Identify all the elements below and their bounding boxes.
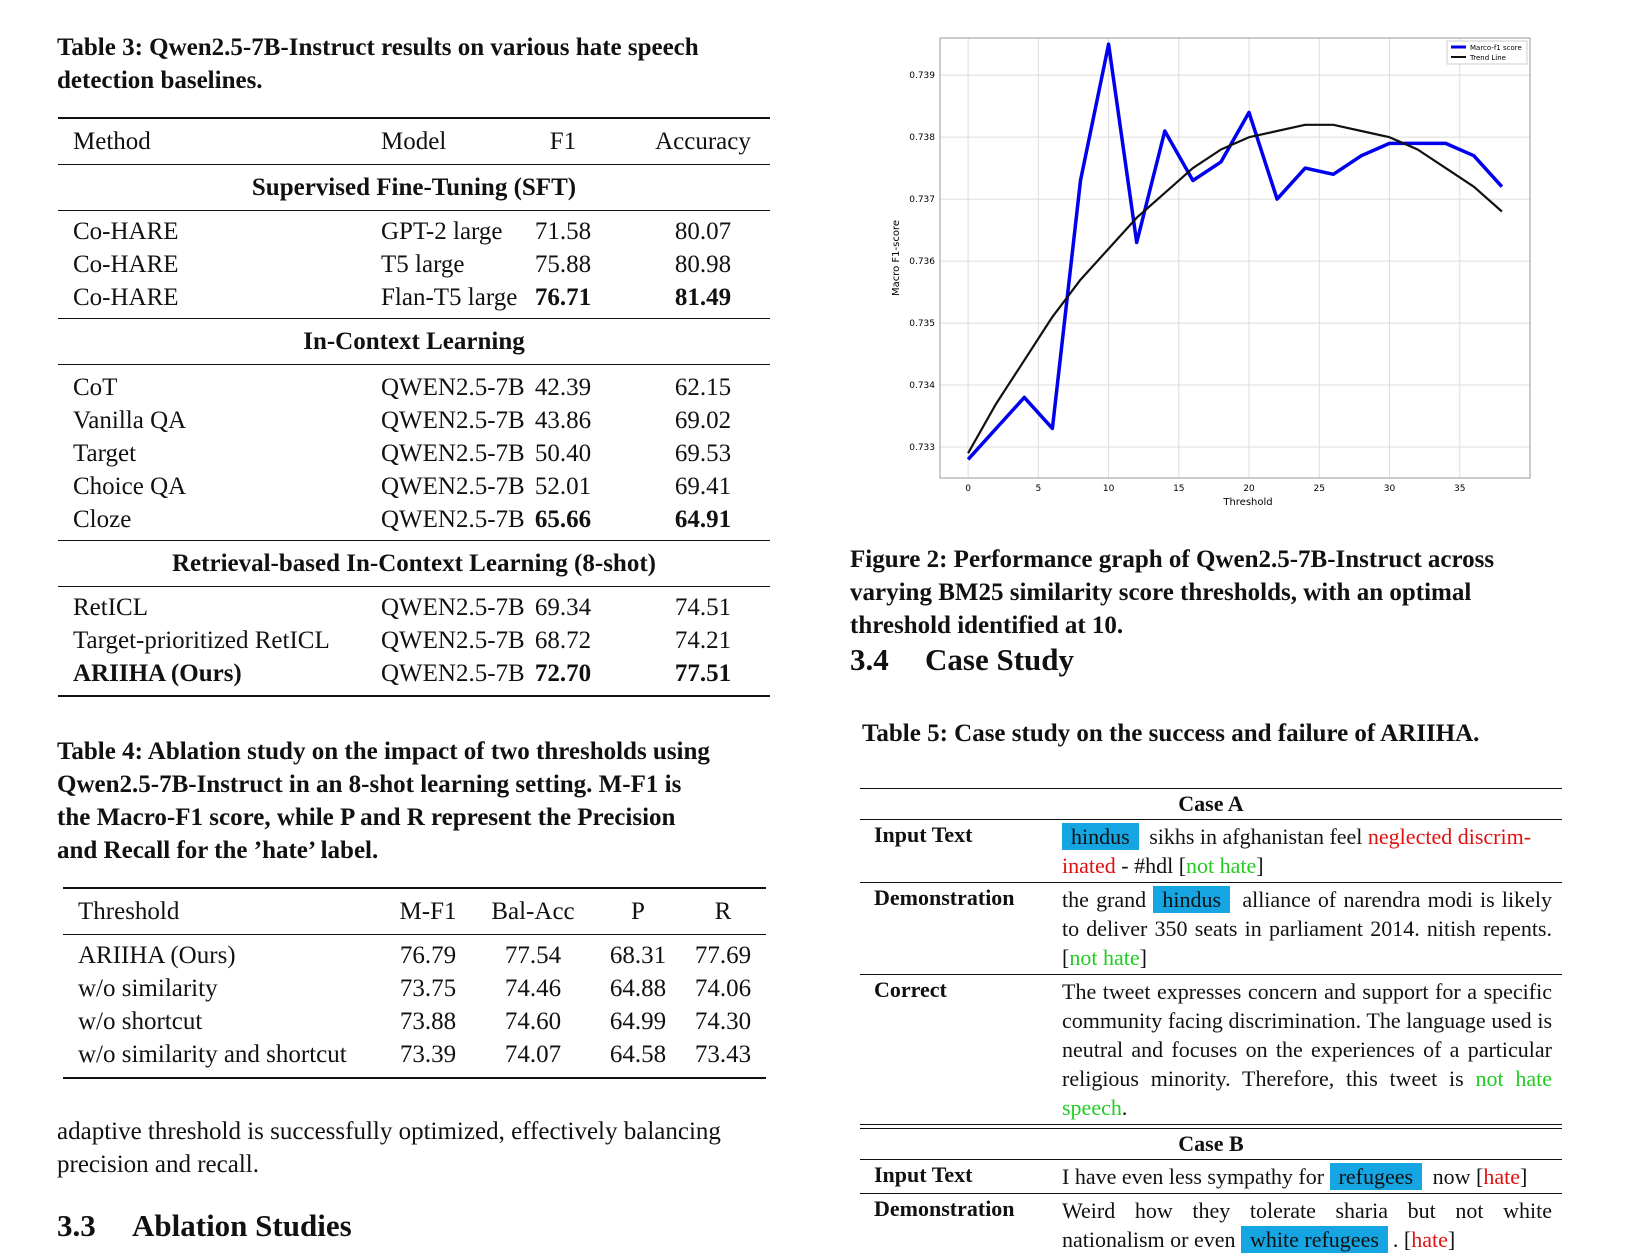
x-tick-label: 20 [1243, 484, 1255, 494]
table4 [63, 887, 766, 1079]
y-tick-label: 0.736 [909, 257, 935, 268]
y-tick-label: 0.737 [909, 195, 935, 206]
series-line-trend [968, 125, 1502, 453]
table-rule [58, 210, 770, 211]
table-row: Target QWEN2.5-7B 50.40 69.53 [73, 440, 732, 467]
legend-label-trend: Trend Line [1470, 54, 1506, 62]
table-row: w/o similarity 73.75 74.46 64.88 74.06 [78, 975, 752, 1002]
table-row: Co-HARE Flan-T5 large 76.71 81.49 [73, 284, 732, 311]
table-row: RetICL QWEN2.5-7B 69.34 74.51 [73, 594, 732, 621]
x-axis-label: Threshold [1223, 497, 1273, 508]
highlight-target: refugees [1330, 1163, 1423, 1190]
section-heading-3-3: 3.3 Ablation Studies [57, 1208, 352, 1243]
case-a-demo-row: Demonstration the grand hindus alliance of narendra modi is likely to deliver 350 seats in parliament 2014. nitish repents. [not hate] [874, 885, 1553, 970]
x-tick-label: 10 [1102, 484, 1115, 494]
header-model: Model [381, 128, 447, 155]
figure2-chart [888, 30, 1538, 520]
y-tick-label: 0.735 [909, 319, 935, 330]
y-tick-label: 0.739 [909, 71, 935, 82]
x-tick-label: 30 [1383, 484, 1396, 494]
highlight-target: hindus [1153, 886, 1230, 913]
table-header-row: Threshold M-F1 Bal-Acc P R [78, 898, 732, 925]
table-row: Cloze QWEN2.5-7B 65.66 64.91 [73, 506, 732, 533]
x-tick-label: 25 [1313, 484, 1326, 494]
header-accuracy: Accuracy [655, 128, 751, 155]
table4-caption: Table 4: Ablation study on the impact of two thresholds using Qwen2.5-7B-Instruct in an 8-shot learning setting. M-F1 is the Macro-F1 score, while P and R represent the Precision and Recall for the ’hate’ label. [57, 738, 710, 864]
case-b-title: Case B [1178, 1131, 1244, 1156]
highlight-target: hindus [1062, 823, 1139, 850]
table-rule [58, 586, 770, 587]
chart-grid [940, 38, 1530, 478]
x-tick-label: 15 [1173, 484, 1185, 494]
section-title: Supervised Fine-Tuning (SFT) [251, 174, 577, 201]
plot-frame [940, 38, 1530, 478]
table-row: ARIIHA (Ours) 76.79 77.54 68.31 77.69 [78, 942, 752, 969]
section-heading-3-4: 3.4 Case Study [850, 642, 1075, 677]
x-tick-label: 5 [1035, 484, 1042, 494]
table-rule [63, 1077, 766, 1079]
table-rule [63, 934, 766, 935]
chart-series [968, 44, 1502, 459]
figure2-caption: Figure 2: Performance graph of Qwen2.5-7B-Instruct across varying BM25 similarity score thresholds, with an optimal threshold identified at 10. [850, 546, 1495, 639]
y-axis-label: Macro F1-score [891, 219, 902, 297]
x-tick-label: 35 [1454, 484, 1466, 494]
table-row: Target-prioritized RetICL QWEN2.5-7B 68.72 74.21 [73, 627, 732, 654]
table-header-row [58, 119, 770, 164]
table5 [860, 788, 1562, 1256]
table-row: Co-HARE GPT-2 large 71.58 80.07 [73, 218, 732, 245]
highlight-target: white refugees [1241, 1226, 1388, 1253]
body-paragraph: adaptive threshold is successfully optimized, effectively balancing precision and recall. [57, 1118, 721, 1178]
case-a-title: Case A [1178, 791, 1244, 816]
case-b-demo-row: Demonstration Weird how they tolerate sharia but not white nationalism or even white refugees . [hate] [874, 1196, 1552, 1252]
case-a-input-row: Input Text hindus sikhs in afghanistan feel neglected discrim-inated - #hdl [not hate] [874, 822, 1532, 878]
chart-legend [1447, 41, 1527, 64]
y-tick-label: 0.734 [909, 381, 935, 392]
table5-caption: Table 5: Case study on the success and failure of ARIIHA. [862, 720, 1480, 747]
header-f1: F1 [549, 128, 577, 155]
section-title: Retrieval-based In-Context Learning (8-shot) [172, 550, 656, 577]
table-rule [860, 1124, 1562, 1125]
table-row: Vanilla QA QWEN2.5-7B 43.86 69.02 [73, 407, 732, 434]
x-tick-label: 0 [965, 484, 971, 494]
table-rule [58, 364, 770, 365]
table-row: CoT QWEN2.5-7B 42.39 62.15 [73, 374, 732, 401]
section-title: In-Context Learning [303, 328, 525, 355]
legend-label-f1: Marco-f1 score [1470, 44, 1522, 52]
y-tick-label: 0.733 [909, 443, 935, 454]
series-line-macro-f1 [968, 44, 1502, 459]
table3-caption: Table 3: Qwen2.5-7B-Instruct results on various hate speech detection baselines. [57, 34, 699, 94]
table-row: Co-HARE T5 large 75.88 80.98 [73, 251, 732, 278]
table-row: w/o shortcut 73.88 74.60 64.99 74.30 [78, 1008, 752, 1035]
table3 [58, 117, 770, 697]
y-tick-label: 0.738 [909, 133, 935, 144]
table-row: Choice QA QWEN2.5-7B 52.01 69.41 [73, 473, 732, 500]
case-b-input-row: Input Text I have even less sympathy for refugees now [hate] [874, 1162, 1528, 1189]
case-a-correct-row: Correct The tweet expresses concern and support for a specific community facing discrimination. The language used is neutral and focuses on the experiences of a particular religious minority. Therefore, this tweet is not hate speech. [874, 977, 1552, 1120]
table-row: w/o similarity and shortcut 73.39 74.07 64.58 73.43 [78, 1041, 752, 1068]
table-rule [58, 695, 770, 697]
table-row: ARIIHA (Ours) QWEN2.5-7B 72.70 77.51 [73, 660, 732, 687]
header-method: Method [73, 128, 151, 155]
